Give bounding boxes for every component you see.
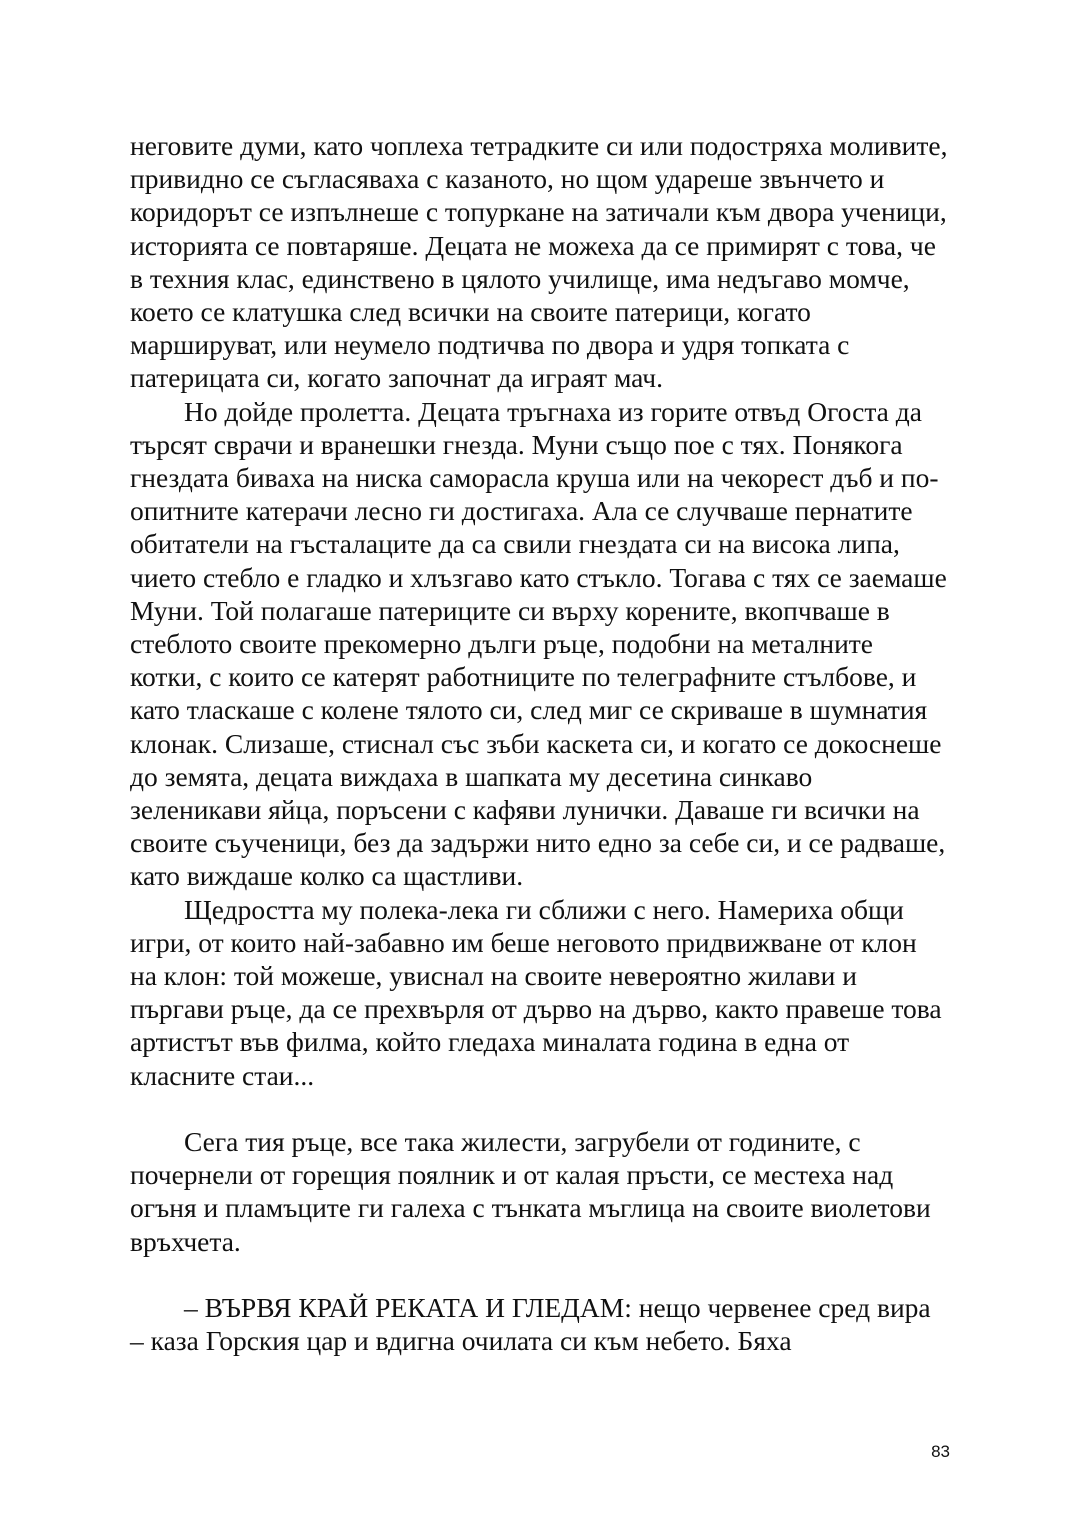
body-text xyxy=(130,129,950,1357)
page-number: 83 xyxy=(931,1442,950,1461)
paragraph-continuation: неговите думи, като чоплеха тетрадките си или подостряха моливите, привидно се съгласяваха с казаното, но щом удареше звънчето и коридорът се изпълнеше с топуркане на затичали към двора ученици, историята се повтаряше. Децата не можеха да се примирят с това, че в техния клас, единствено в цялото училище, има недъгаво момче, което се клатушка след всички на своите патерици, когато маршируват, или неумело подтичва по двора и удря топката с патерицата си, когато започнат да играят мач. xyxy=(130,130,948,394)
paragraph-generosity: Щедростта му полека-лека ги сближи с него. Намериха общи игри, от които най-забавно им беше неговото придвижване от клон на клон: той можеше, увиснал на своите невероятно жилави и пъргави ръце, да се прехвърля от дърво на дърво, както правеше това артистът във филма, който гледаха миналата година в една от класните стаи... xyxy=(130,893,942,1091)
paragraph-hands: Сега тия ръце, все така жилести, загрубели от годините, с почернели от горещия поялник и от калая пръсти, се местеха над огъня и пламъците ги галеха с тънката мъглица на своите виолетови връхчета. xyxy=(130,1125,931,1257)
paragraph-dialogue: – ВЪРВЯ КРАЙ РЕКАТА И ГЛЕДАМ: нещо червенее сред вира – каза Горския цар и вдигна очилата си към небето. Бяха xyxy=(130,1291,931,1356)
paragraph-spring: Но дойде пролетта. Децата тръгнаха из горите отвъд Огоста да търсят сврачи и вранешки гнезда. Муни също пое с тях. Понякога гнездата биваха на ниска саморасла круша или на чекорест дъб и по-опитните катерачи лесно ги достигаха. Ала се случваше пернатите обитатели на гъсталаците да са свили гнездата си на висока липа, чието стебло е гладко и хлъзгаво като стъкло. Тогава с тях се заемаше Муни. Той полагаше патериците си върху корените, вкопчваше в стеблото своите прекомерно дълги ръце, подобни на металните котки, с които се катерят работниците по телеграфните стълбове, и като тласкаше с колене тялото си, след миг се скриваше в шумнатия клонак. Слизаше, стиснал със зъби каскета си, и когато се докоснеше до земята, децата виждаха в шапката му десетина синкаво зеленикави яйца, поръсени с кафяви лунички. Даваше ги всички на своите съученици, без да задържи нито едно за себе си, и се радваше, като виждаше колко са щастливи. xyxy=(130,395,947,892)
